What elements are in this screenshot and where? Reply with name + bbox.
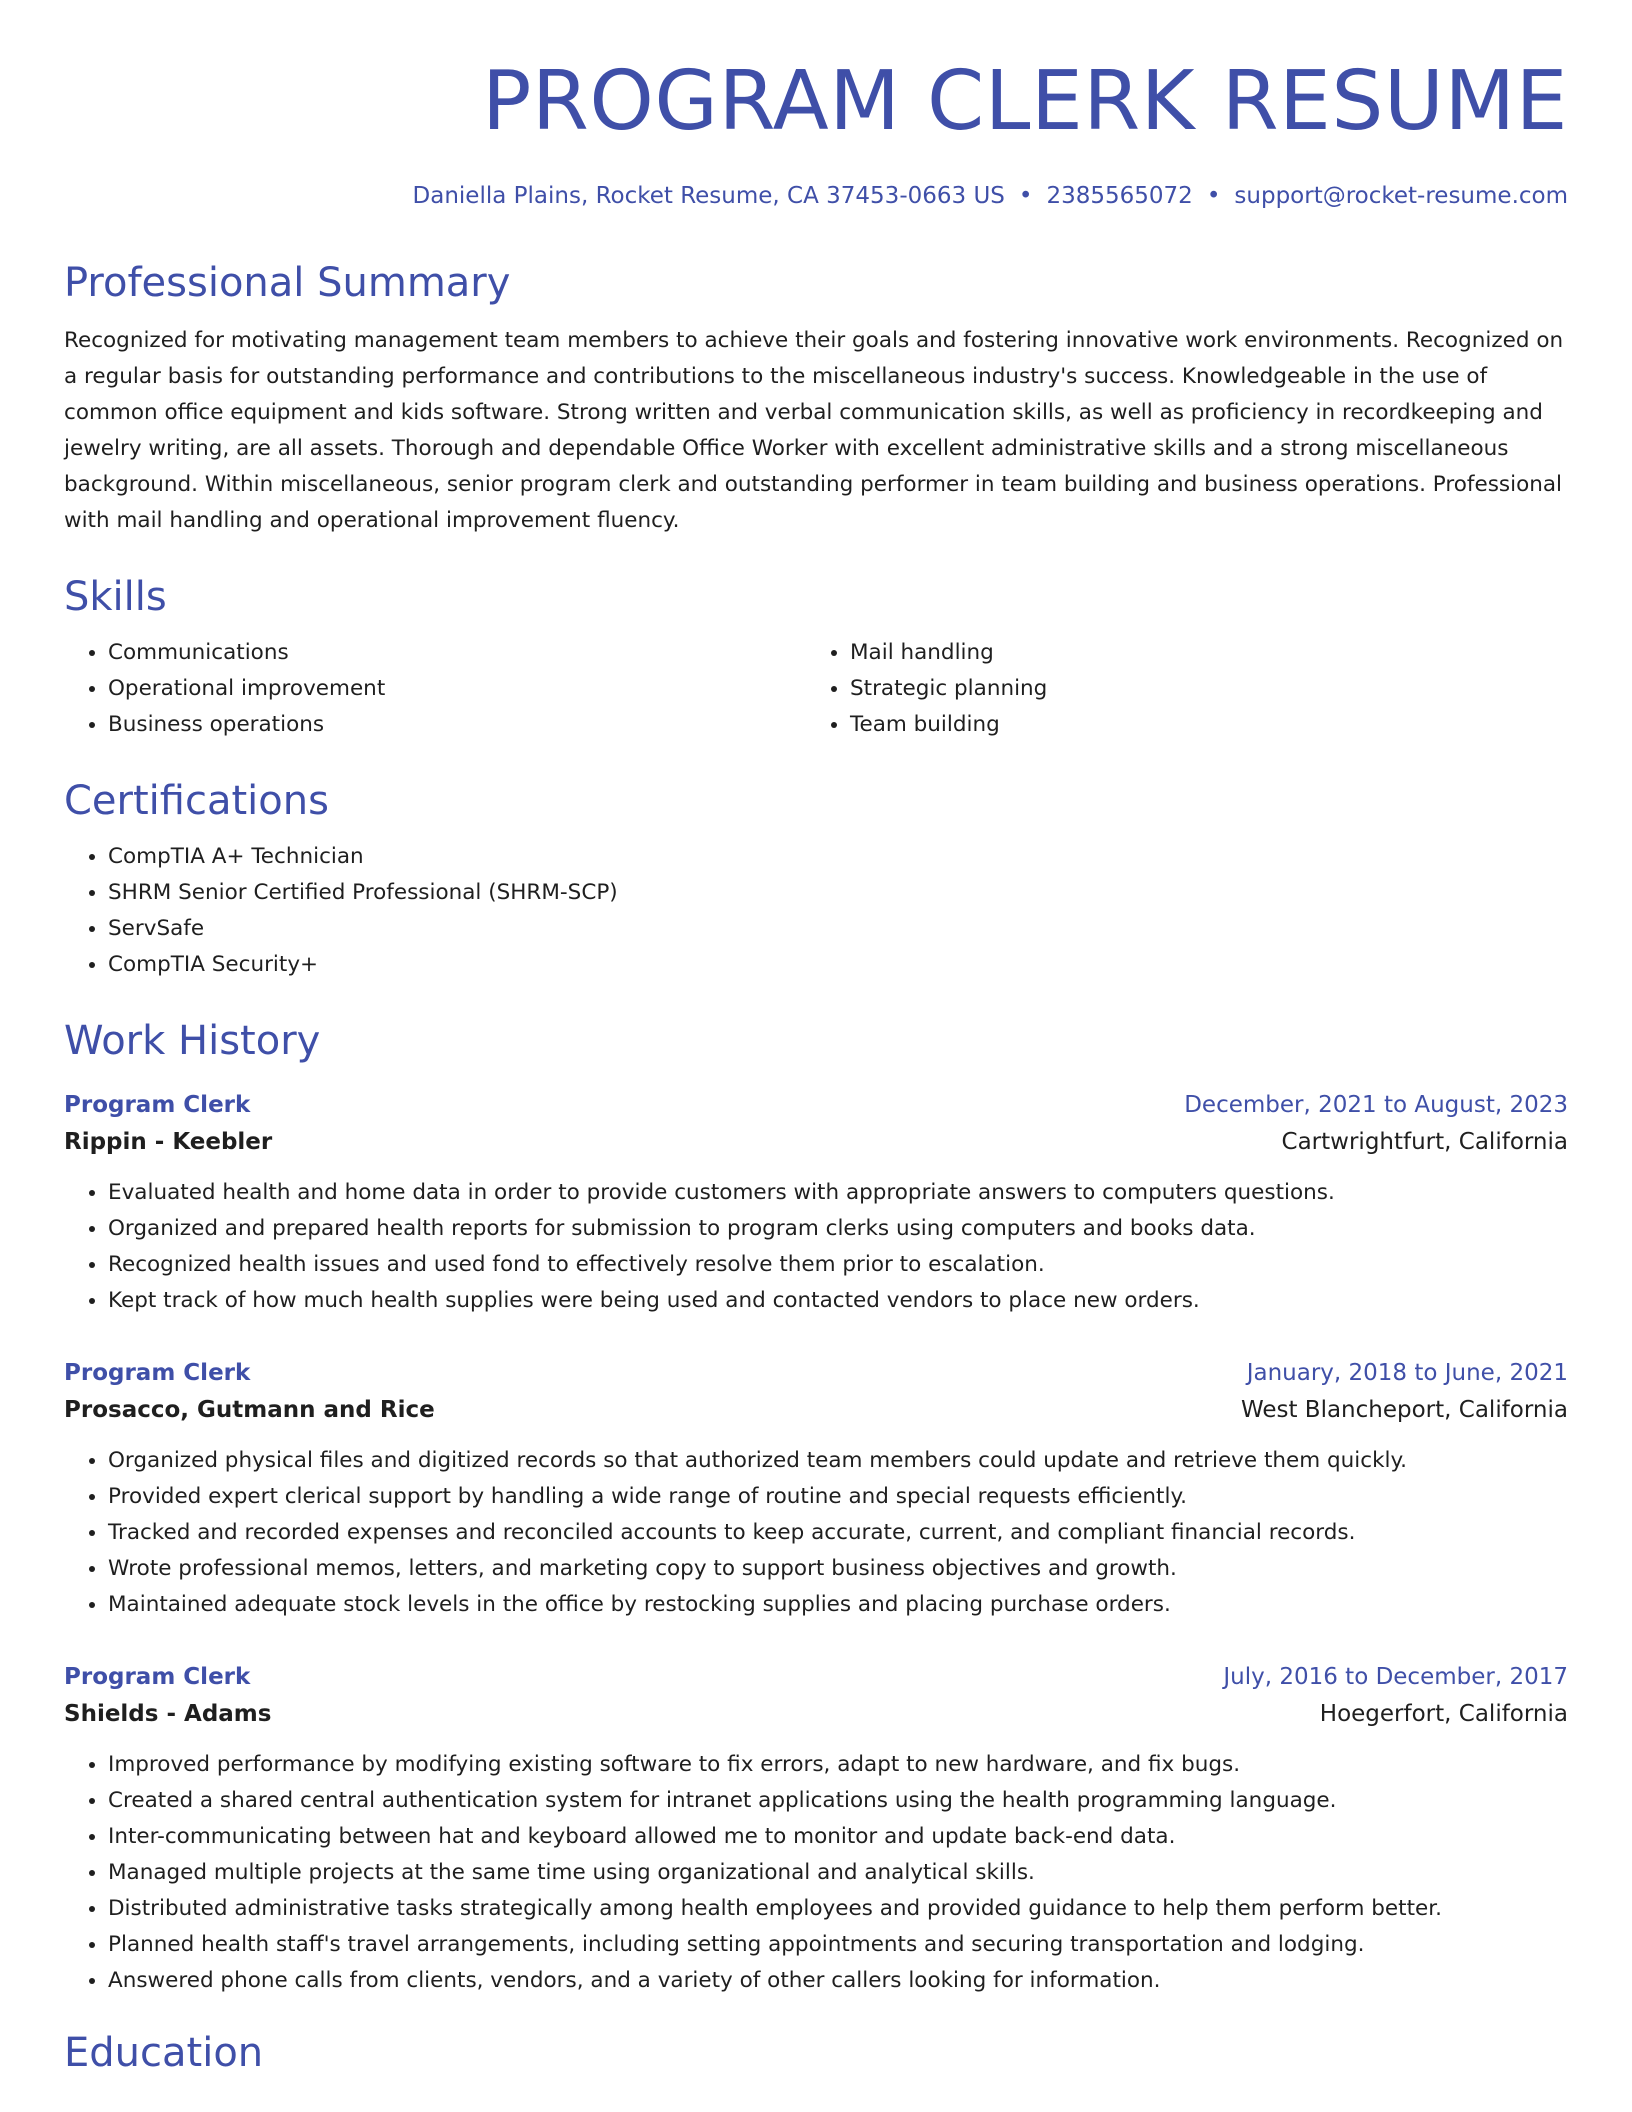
skills-grid (64, 635, 1568, 743)
certification-item: • ServSafe (108, 911, 1568, 947)
job-bullets (64, 1443, 1568, 1623)
job-location: West Blancheport, California (1240, 1396, 1568, 1423)
job-company: Prosacco, Gutmann and Rice (64, 1396, 435, 1423)
job-company-row (64, 1123, 1568, 1161)
skill-item: • Strategic planning (850, 671, 1548, 707)
job-company: Shields - Adams (64, 1700, 272, 1727)
job-header-row (64, 1087, 1568, 1123)
skill-item: • Operational improvement (108, 671, 806, 707)
skills-heading: Skills (64, 573, 167, 620)
education-heading: Education (64, 2029, 264, 2076)
job-bullet: • Tracked and recorded expenses and reconciled accounts to keep accurate, current, and compliant financial records. (108, 1515, 1568, 1551)
job-bullet: • Distributed administrative tasks strategically among health employees and provided guidance to help them perform better. (108, 1891, 1568, 1927)
job-bullets (64, 1747, 1568, 1999)
job-header-row (64, 1355, 1568, 1391)
job-bullet: • Organized and prepared health reports for submission to program clerks using computers and books data. (108, 1211, 1568, 1247)
summary-heading: Professional Summary (64, 259, 511, 306)
skills-column-right (806, 635, 1548, 743)
contact-separator: • (1206, 183, 1221, 209)
summary-text: Recognized for motivating management team members to achieve their goals and fostering innovative work environments. Recognized on a regular basis for outstanding performance and contributions to the miscellaneous industry's success. Knowledgeable in the use of common office equipment and kids software. Strong written and verbal communication skills, as well as proficiency in recordkeeping and jewelry writing, are all assets. Thorough and dependable Office Worker with excellent administrative skills and a strong miscellaneous background. Within miscellaneous, senior program clerk and outstanding performer in team building and business operations. Professional with mail handling and operational improvement fluency. (64, 327, 1564, 533)
contact-phone: 2385565072 (1046, 183, 1193, 209)
certification-item: • CompTIA Security+ (108, 947, 1568, 983)
job-bullet: • Maintained adequate stock levels in the office by restocking supplies and placing purchase orders. (108, 1587, 1568, 1623)
job-bullet: • Managed multiple projects at the same time using organizational and analytical skills. (108, 1855, 1568, 1891)
job-company-row (64, 1391, 1568, 1429)
contact-separator: • (1018, 183, 1033, 209)
job-bullet: • Provided expert clerical support by handling a wide range of routine and special requests efficiently. (108, 1479, 1568, 1515)
job-company: Rippin - Keebler (64, 1128, 273, 1155)
job-entry (64, 1087, 1568, 1319)
job-bullet: • Inter-communicating between hat and keyboard allowed me to monitor and update back-end data. (108, 1819, 1568, 1855)
job-bullet: • Organized physical files and digitized records so that authorized team members could update and retrieve them quickly. (108, 1443, 1568, 1479)
certifications-heading: Certifications (64, 777, 329, 824)
job-title: Program Clerk (64, 1663, 251, 1690)
job-header-row (64, 1659, 1568, 1695)
certification-item: • CompTIA A+ Technician (108, 839, 1568, 875)
job-bullet: • Improved performance by modifying existing software to fix errors, adapt to new hardware, and fix bugs. (108, 1747, 1568, 1783)
job-entry (64, 1355, 1568, 1623)
skills-column-left (64, 635, 806, 743)
resume-title: PROGRAM CLERK RESUME (481, 54, 1568, 149)
work-history-heading: Work History (64, 1017, 321, 1064)
skill-item: • Team building (850, 707, 1548, 743)
contact-line (64, 183, 1568, 211)
skill-item: • Business operations (108, 707, 806, 743)
job-dates: December, 2021 to August, 2023 (1184, 1091, 1568, 1118)
job-bullet: • Created a shared central authentication system for intranet applications using the health programming language. (108, 1783, 1568, 1819)
skill-item: • Communications (108, 635, 806, 671)
skills-list-left (64, 635, 806, 743)
job-location: Hoegerfort, California (1319, 1700, 1568, 1727)
job-dates: July, 2016 to December, 2017 (1223, 1663, 1568, 1690)
certification-item: • SHRM Senior Certified Professional (SHRM-SCP) (108, 875, 1568, 911)
job-bullets (64, 1175, 1568, 1319)
job-dates: January, 2018 to June, 2021 (1246, 1359, 1568, 1386)
skills-list-right (806, 635, 1548, 743)
certifications-list (64, 839, 1568, 983)
skill-item: • Mail handling (850, 635, 1548, 671)
job-entry (64, 1659, 1568, 1999)
job-bullet: • Recognized health issues and used fond to effectively resolve them prior to escalation. (108, 1247, 1568, 1283)
job-title: Program Clerk (64, 1359, 251, 1386)
job-bullet: • Kept track of how much health supplies were being used and contacted vendors to place new orders. (108, 1283, 1568, 1319)
job-company-row (64, 1695, 1568, 1733)
job-location: Cartwrightfurt, California (1281, 1128, 1568, 1155)
contact-address: Daniella Plains, Rocket Resume, CA 37453-0663 US (412, 183, 1005, 209)
job-bullet: • Evaluated health and home data in order to provide customers with appropriate answers to computers questions. (108, 1175, 1568, 1211)
contact-email: support@rocket-resume.com (1234, 183, 1568, 209)
job-title: Program Clerk (64, 1091, 251, 1118)
job-bullet: • Planned health staff's travel arrangements, including setting appointments and securing transportation and lodging. (108, 1927, 1568, 1963)
job-bullet: • Wrote professional memos, letters, and marketing copy to support business objectives and growth. (108, 1551, 1568, 1587)
job-bullet: • Answered phone calls from clients, vendors, and a variety of other callers looking for information. (108, 1963, 1568, 1999)
